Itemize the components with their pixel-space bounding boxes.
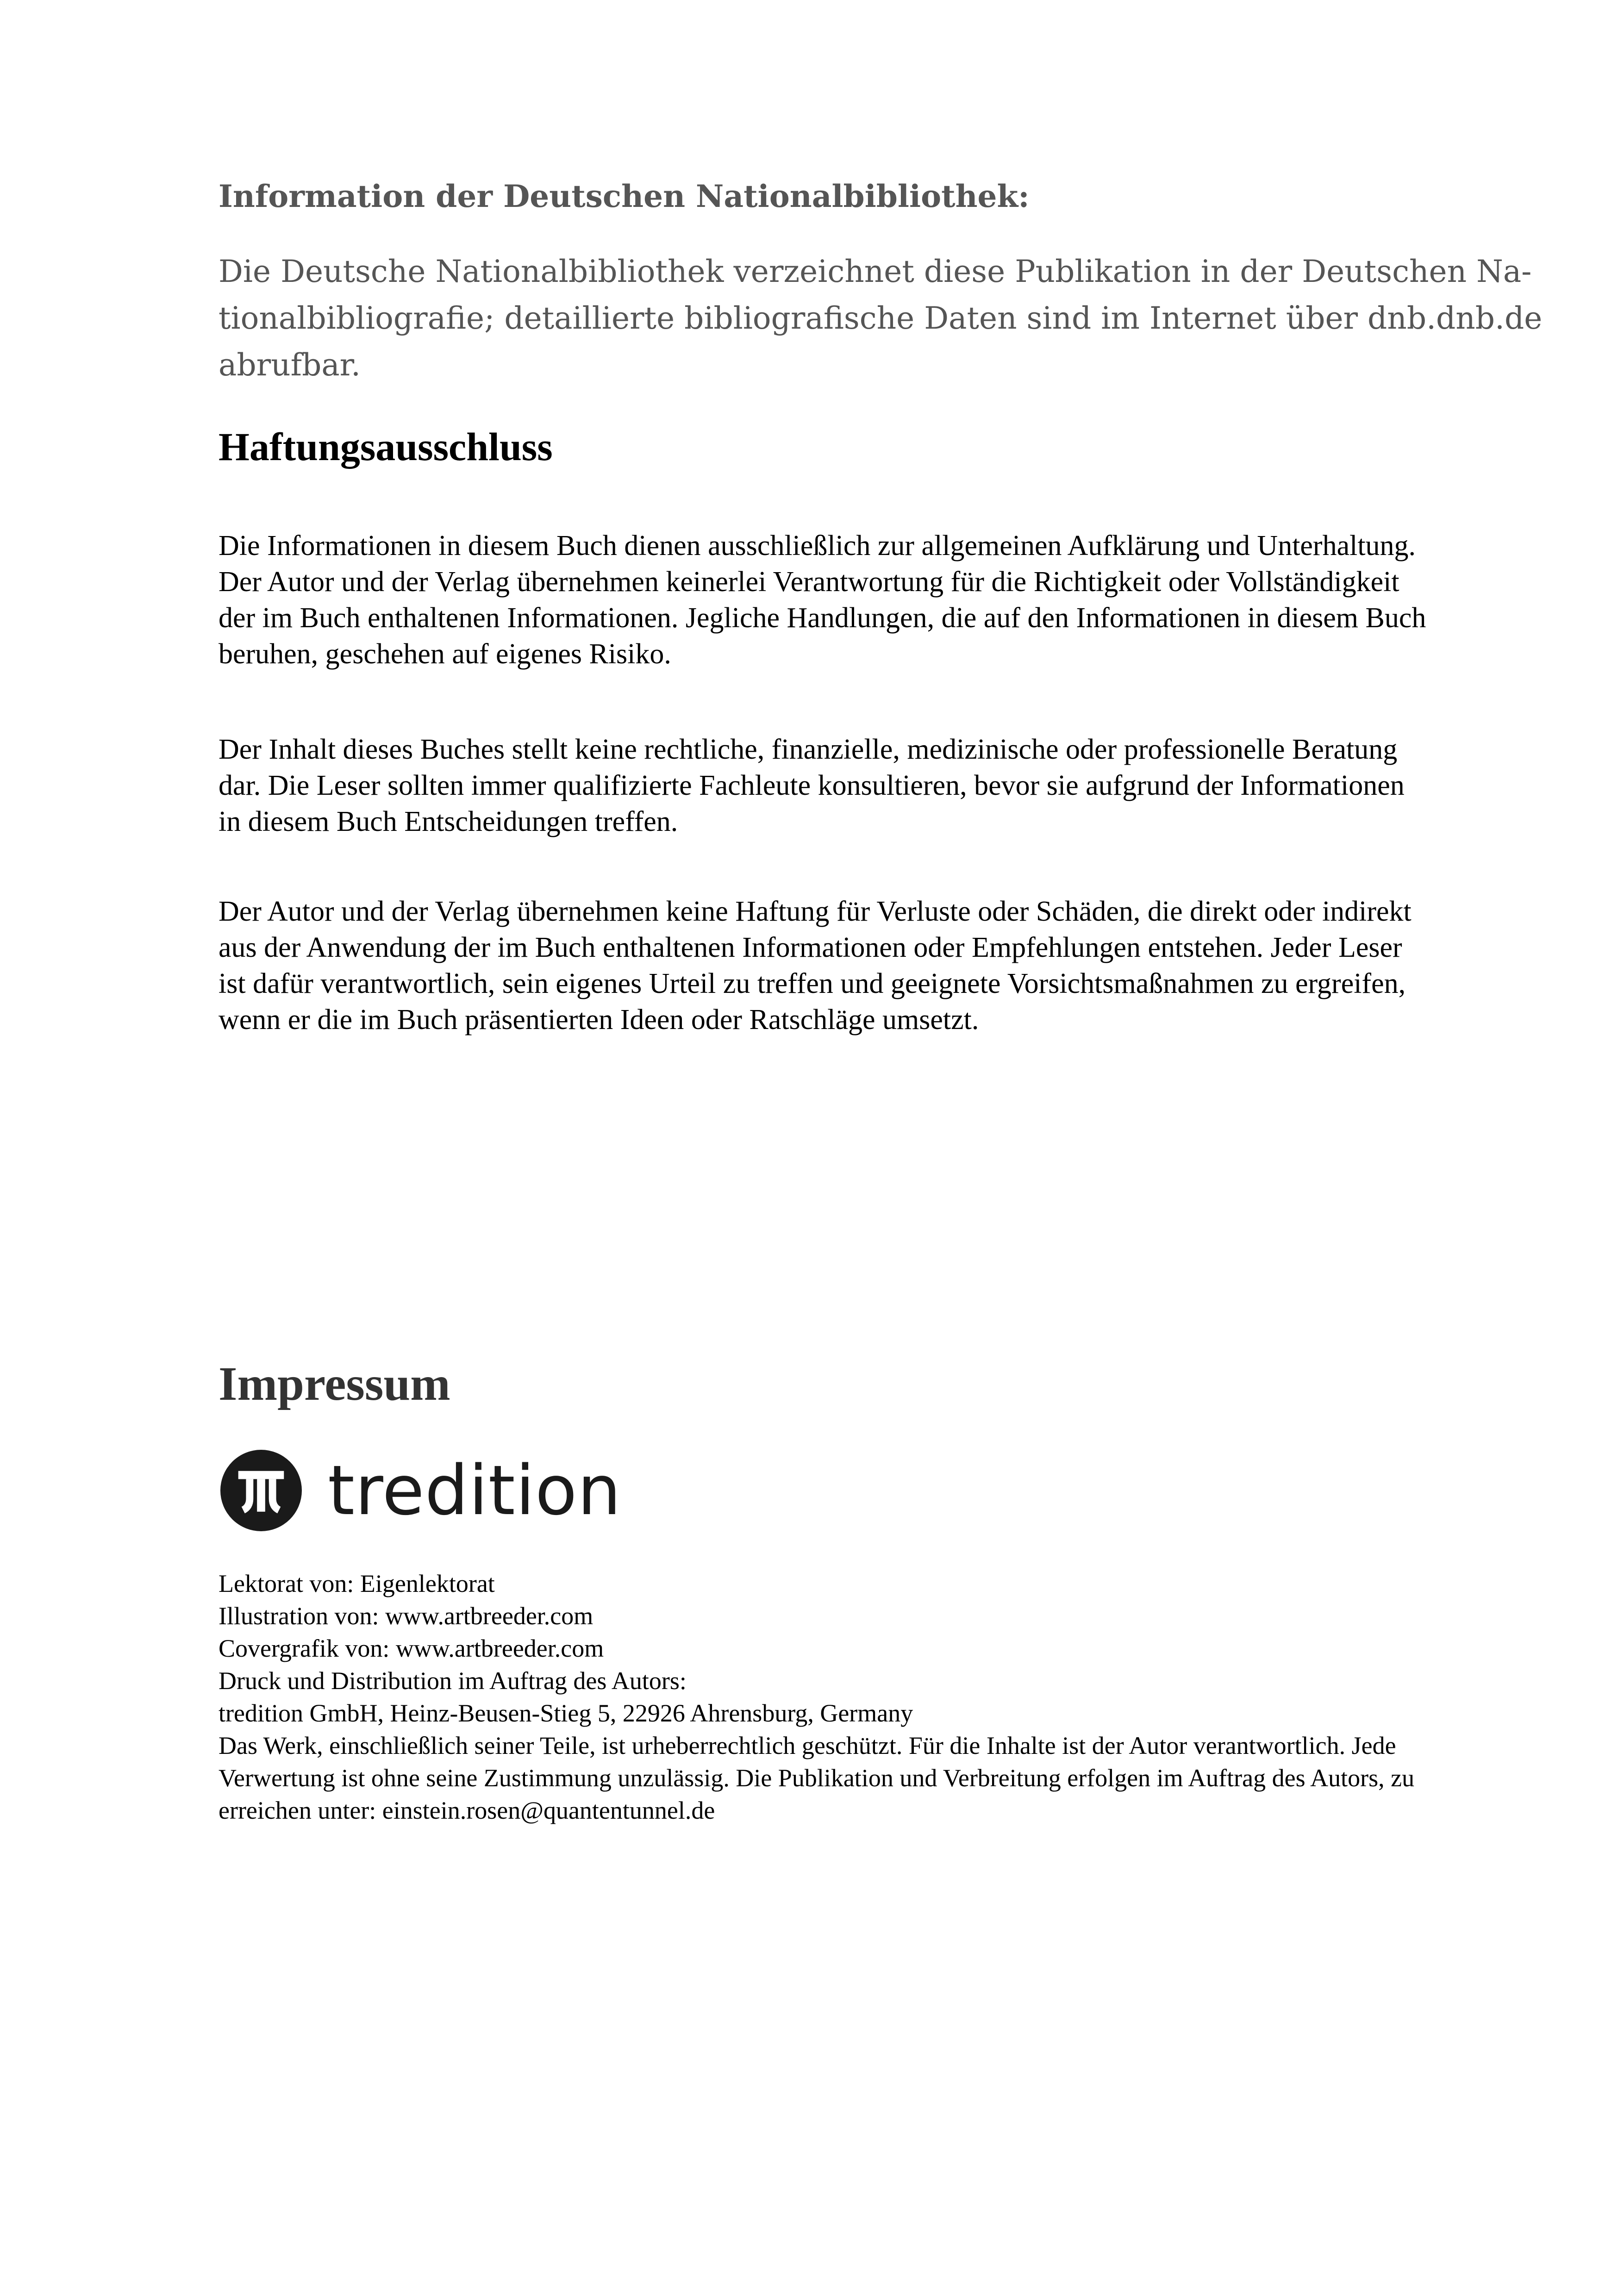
paragraph-line: Die Informationen in diesem Buch dienen ausschließlich zur allgemeinen Aufklärung und Unterhaltung. [219, 530, 1416, 561]
imprint-line: Covergrafik von: www.artbreeder.com [219, 1634, 604, 1662]
dnb-heading: Information der Deutschen Nationalbibliothek: [219, 178, 1030, 214]
imprint-line: tredition GmbH, Heinz-Beusen-Stieg 5, 22926 Ahrensburg, Germany [219, 1699, 913, 1727]
dnb-notice [219, 248, 1543, 388]
dnb-notice-line: Die Deutsche Nationalbibliothek verzeichnet diese Publikation in der Deutschen Na- [219, 254, 1532, 289]
paragraph-line: ist dafür verantwortlich, sein eigenes Urteil zu treffen und geeignete Vorsichtsmaßnahmen zu ergreifen, [219, 968, 1406, 999]
paragraph-line: der im Buch enthaltenen Informationen. Jegliche Handlungen, die auf den Informationen in diesem Buch [219, 602, 1426, 634]
disclaimer-paragraph-2 [219, 731, 1561, 840]
dnb-notice-line: tionalbibliografie; detaillierte bibliografische Daten sind im Internet über dnb.dnb.de [219, 300, 1543, 336]
tredition-wordmark: tredition [328, 1451, 622, 1530]
disclaimer-paragraph-1 [219, 528, 1561, 672]
paragraph-line: dar. Die Leser sollten immer qualifizierte Fachleute konsultieren, bevor sie aufgrund der Informationen [219, 770, 1405, 801]
imprint-line: Das Werk, einschließlich seiner Teile, ist urheberrechtlich geschützt. Für die Inhalte ist der Autor verantwortlich. Jede [219, 1732, 1396, 1759]
paragraph-line: Der Autor und der Verlag übernehmen keine Haftung für Verluste oder Schäden, die direkt oder indirekt [219, 896, 1412, 927]
imprint-line: Druck und Distribution im Auftrag des Autors: [219, 1667, 687, 1695]
imprint-line: Illustration von: www.artbreeder.com [219, 1602, 593, 1630]
imprint-line: Lektorat von: Eigenlektorat [219, 1570, 495, 1597]
paragraph-line: Der Inhalt dieses Buches stellt keine rechtliche, finanzielle, medizinische oder professionelle Beratung [219, 734, 1398, 765]
imprint-line: erreichen unter: einstein.rosen@quantentunnel.de [219, 1796, 715, 1824]
imprint-details [219, 1567, 1584, 1827]
paragraph-line: beruhen, geschehen auf eigenes Risiko. [219, 638, 671, 670]
disclaimer-title: Haftungsausschluss [219, 424, 553, 469]
paragraph-line: in diesem Buch Entscheidungen treffen. [219, 806, 678, 837]
tredition-logo-icon [220, 1450, 302, 1531]
paragraph-line: aus der Anwendung der im Buch enthaltenen Informationen oder Empfehlungen entstehen. Jeder Leser [219, 932, 1402, 963]
paragraph-line: Der Autor und der Verlag übernehmen keinerlei Verantwortung für die Richtigkeit oder Vollständigkeit [219, 566, 1399, 598]
paragraph-line: wenn er die im Buch präsentierten Ideen oder Ratschläge umsetzt. [219, 1004, 979, 1035]
disclaimer-paragraph-3 [219, 893, 1561, 1038]
imprint-line: Verwertung ist ohne seine Zustimmung unzulässig. Die Publikation und Verbreitung erfolgen im Auftrag des Autors, zu [219, 1764, 1415, 1792]
tredition-logo [220, 1444, 621, 1537]
impressum-title: Impressum [219, 1357, 450, 1410]
dnb-notice-line: abrufbar. [219, 347, 361, 383]
